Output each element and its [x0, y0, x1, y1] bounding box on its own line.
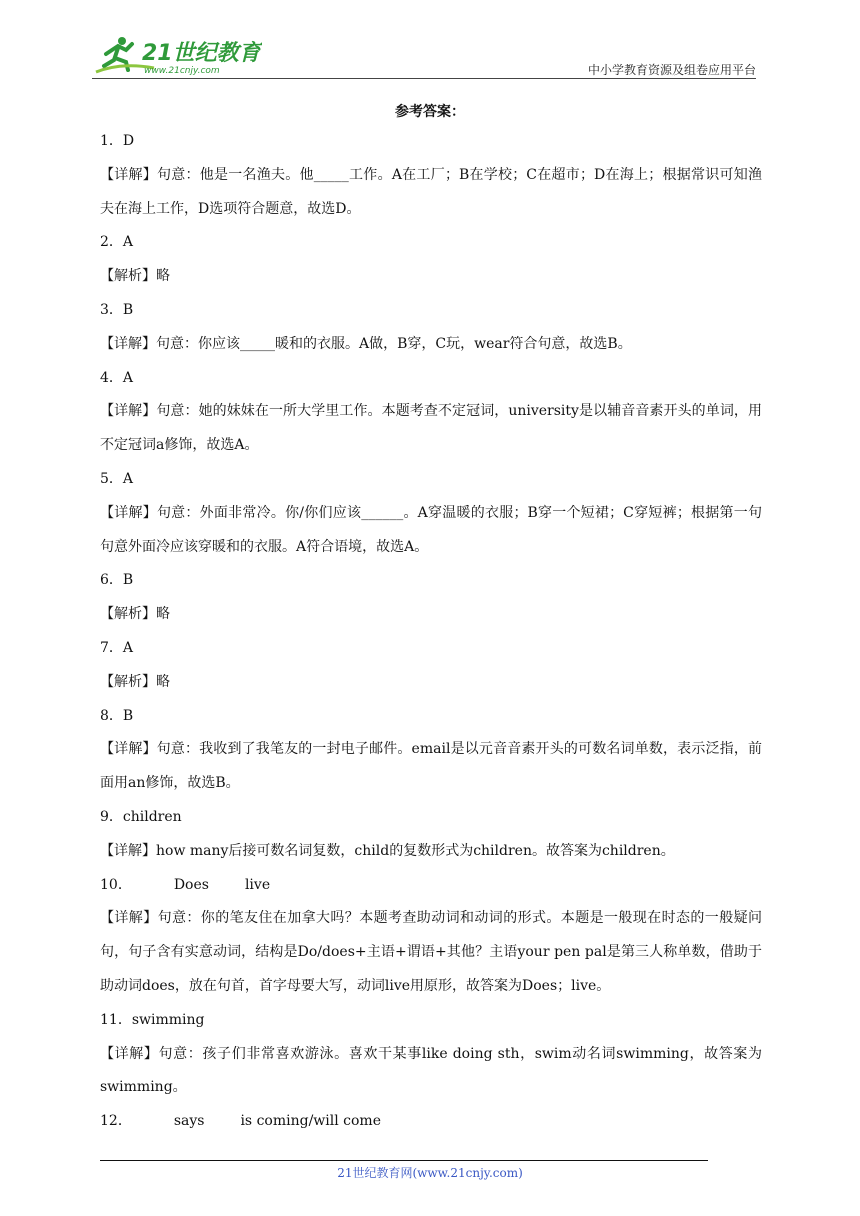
answer-number-multi — [100, 869, 762, 903]
answer-detail: 【详解】how many后接可数名词复数，child的复数形式为children。故答案为children。 — [100, 842, 675, 859]
answer-detail: 【解析】略 — [100, 673, 170, 690]
answer-detail: 【详解】句意：他是一名渔夫。他_____工作。A在工厂；B在学校；C在超市；D在海上；根据常识可知渔夫在海上工作，D选项符合题意，故选D。 — [100, 166, 762, 217]
answer-number: 7．A — [100, 639, 134, 656]
footer-divider — [100, 1160, 708, 1161]
answer-detail: 【解析】略 — [100, 606, 170, 623]
answer-number-multi — [100, 1105, 762, 1139]
page-header — [92, 30, 756, 80]
footer-link[interactable]: 21世纪教育网(www.21cnjy.com) — [337, 1166, 523, 1180]
answer-number: 2．A — [100, 234, 134, 251]
site-logo — [92, 32, 262, 76]
answer-blank-2: is coming/will come — [240, 1113, 381, 1130]
answer-blank-2: live — [244, 876, 271, 893]
header-divider — [92, 78, 756, 79]
answer-list — [100, 125, 762, 1139]
answer-blank-1: says — [173, 1113, 205, 1130]
svg-text:www.21cnjy.com: www.21cnjy.com — [144, 66, 220, 76]
answer-detail: 【详解】句意：孩子们非常喜欢游泳。喜欢干某事like doing sth，swim动名词swimming，故答案为swimming。 — [100, 1045, 762, 1096]
answer-number: 1．D — [100, 133, 135, 149]
answer-detail: 【解析】略 — [100, 268, 170, 285]
answer-index: 12． — [100, 1113, 132, 1130]
answer-number: 4．A — [100, 369, 134, 386]
answer-detail: 【详解】句意：你应该_____暖和的衣服。A做，B穿，C玩，wear符合句意，故选B。 — [100, 335, 632, 352]
page-title: 参考答案： — [395, 104, 465, 120]
runner-logo-icon — [92, 32, 262, 76]
answer-number: 9．children — [100, 808, 182, 825]
answer-detail: 【详解】句意：我收到了我笔友的一封电子邮件。email是以元音音素开头的可数名词单数，表示泛指，前面用an修饰，故选B。 — [100, 741, 762, 792]
answer-number: 11．swimming — [100, 1011, 205, 1028]
answer-blank-1: Does — [173, 876, 209, 893]
answer-number: 3．B — [100, 301, 134, 318]
answer-number: 8．B — [100, 707, 134, 724]
answer-number: 6．B — [100, 572, 134, 589]
svg-text:21世纪教育: 21世纪教育 — [142, 41, 261, 66]
answer-detail: 【详解】句意：她的妹妹在一所大学里工作。本题考查不定冠词，university是以辅音音素开头的单词，用不定冠词a修饰，故选A。 — [100, 403, 762, 454]
answer-detail: 【详解】句意：你的笔友住在加拿大吗？本题考查助动词和动词的形式。本题是一般现在时态的一般疑问句，句子含有实意动词，结构是Do/does+主语+谓语+其他？主语your pen pal是第三人称单数，借助于助动词does，放在句首，首字母要大写，动词live用原形，故答案为Does；live。 — [100, 910, 762, 994]
answer-index: 10． — [100, 876, 132, 893]
platform-name: 中小学教育资源及组卷应用平台 — [587, 63, 756, 77]
answer-number: 5．A — [100, 470, 134, 487]
answer-detail: 【详解】句意：外面非常冷。你/你们应该______。A穿温暖的衣服；B穿一个短裙；C穿短裤；根据第一句句意外面冷应该穿暖和的衣服。A符合语境，故选A。 — [100, 504, 762, 555]
